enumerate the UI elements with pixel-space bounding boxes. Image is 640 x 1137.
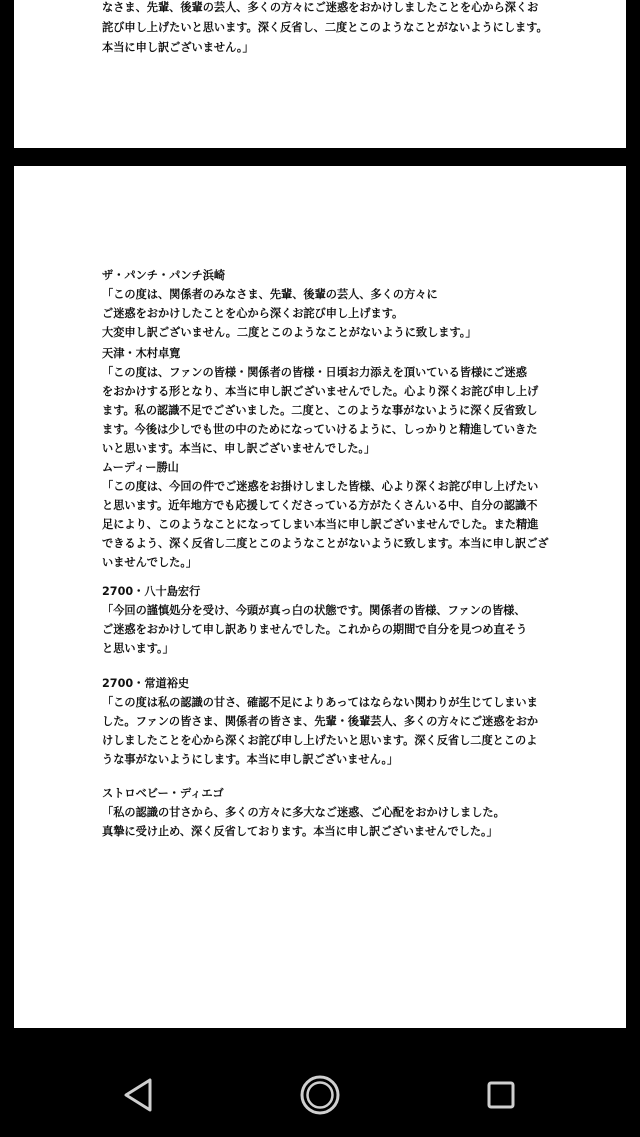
document-page-top [14, 0, 626, 148]
home-button[interactable] [298, 1073, 342, 1117]
text-line: ご迷惑をおかけして申し訳ありませんでした。これからの期間で自分を見つめ直そう [102, 623, 528, 636]
text-line: 詫び申し上げたいと思います。深く反省し、二度とこのようなことがないようにします。 [102, 21, 548, 34]
text-line: と思います。近年地方でも応援してくださっている方がたくさんいる中、自分の認識不 [102, 499, 538, 512]
text-line: 「この度は、今回の件でご迷惑をお掛けしました皆様、心より深くお詫び申し上げたい [102, 480, 539, 493]
text-line: 大変申し訳ございません。二度とこのようなことがないように致します。」 [102, 326, 477, 339]
text-line: けしましたことを心から深くお詫び申し上げたいと思います。深く反省し二度とこのよ [102, 734, 538, 747]
text-line: をおかけする形となり、本当に申し訳ございませんでした。心より深くお詫び申し上げ [102, 385, 539, 398]
text-line: 「今回の謹慎処分を受け、今頭が真っ白の状態です。関係者の皆様、ファンの皆様、 [102, 604, 526, 617]
text-line: した。ファンの皆さま、関係者の皆さま、先輩・後輩芸人、多くの方々にご迷惑をおか [102, 715, 539, 728]
statement-heading: ムーディー勝山 [102, 461, 179, 474]
recent-apps-button[interactable] [479, 1073, 523, 1117]
text-line: 「この度は、ファンの皆様・関係者の皆様・日頃お力添えを頂いている皆様にご迷惑 [102, 366, 527, 379]
recent-square-icon [483, 1077, 519, 1113]
text-line: なさま、先輩、後輩の芸人、多くの方々にご迷惑をおかけしましたことを心から深くお [102, 1, 539, 14]
home-circle-icon [298, 1073, 342, 1117]
back-triangle-icon [120, 1075, 156, 1115]
text-line: 真摯に受け止め、深く反省しております。本当に申し訳ございませんでした。」 [102, 825, 498, 838]
text-line: ご迷惑をおかけしたことを心から深くお詫び申し上げます。 [102, 307, 404, 320]
navigation-bar [0, 1045, 640, 1137]
statement-heading: 2700・八十島宏行 [102, 585, 201, 598]
text-line: できるよう、深く反省し二度とこのようなことがないように致します。本当に申し訳ござ [102, 537, 549, 550]
text-line: うな事がないようにします。本当に申し訳ございません。」 [102, 753, 399, 766]
text-line: 「この度は、関係者のみなさま、先輩、後輩の芸人、多くの方々に [102, 288, 438, 301]
back-button[interactable] [116, 1073, 160, 1117]
text-line: 本当に申し訳ございません。」 [102, 41, 254, 54]
statement-heading: ザ・パンチ・パンチ浜崎 [102, 269, 226, 282]
text-line: 「この度は私の認識の甘さ、確認不足によりあってはならない関わりが生じてしまいま [102, 696, 538, 709]
statement-heading: ストロベビー・ディエゴ [102, 787, 224, 800]
text-line: いと思います。本当に、申し訳ございませんでした。」 [102, 442, 376, 455]
text-line: ます。今後は少しでも世の中のためになっていけるように、しっかりと精進していきた [102, 423, 538, 436]
text-line: いませんでした。」 [102, 556, 198, 569]
statement-heading: 2700・常道裕史 [102, 677, 190, 690]
text-line: 足により、このようなことになってしまい本当に申し訳ございませんでした。また精進 [102, 518, 539, 531]
text-line: 「私の認識の甘さから、多くの方々に多大なご迷惑、ご心配をおかけしました。 [102, 806, 505, 819]
text-line: ます。私の認識不足でございました。二度と、このような事がないように深く反省致し [102, 404, 538, 417]
document-page [14, 166, 626, 1028]
text-line: と思います。」 [102, 642, 174, 655]
statement-heading: 天津・木村卓寛 [102, 347, 181, 360]
